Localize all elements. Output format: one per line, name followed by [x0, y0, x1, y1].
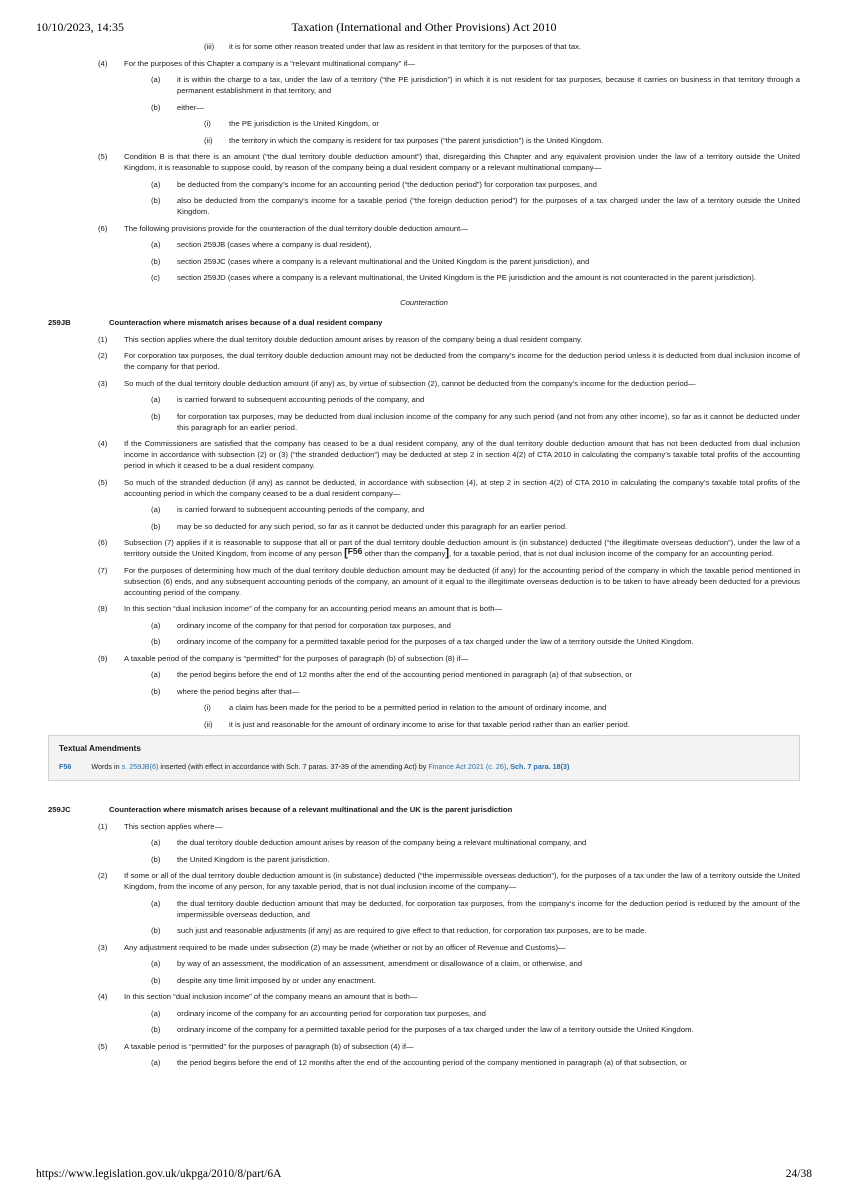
subsection	[0, 350, 848, 372]
item-number: (iii)	[204, 42, 215, 51]
paragraph-text: ordinary income of the company for an accounting period for corporation tax purposes, and	[177, 1008, 486, 1018]
subsection-number: (9)	[98, 653, 108, 663]
paragraph-number: (a)	[151, 75, 161, 84]
subsection-number: (6)	[98, 223, 108, 233]
paragraph	[0, 394, 848, 405]
text-before-insertion: Subsection (7) applies if it is reasonable to suppose that all or part of the dual territory double deduction amount is (in substance) deducted (“the illegitimate overseas deduction”), under the law of a territory outside the United Kingdom, from income of any person	[124, 538, 800, 558]
page-url: https://www.legislation.gov.uk/ukpga/2010/8/part/6A	[36, 1168, 282, 1180]
subsection	[0, 603, 848, 614]
page-number: 24/38	[785, 1168, 812, 1180]
paragraph	[0, 256, 848, 267]
paragraph-number: (a)	[151, 1008, 161, 1018]
paragraph-number: (a)	[151, 1058, 161, 1067]
paragraph-text: ordinary income of the company for that period for corporation tax purposes, and	[177, 620, 451, 630]
paragraph-number: (b)	[151, 637, 161, 646]
subsection-text: A taxable period of the company is “permitted” for the purposes of paragraph (b) of subsection (8) if—	[124, 653, 469, 663]
paragraph-text: the dual territory double deduction amount that may be deducted, for corporation tax purposes, from the company’s income for the deduction period is reduced by the amount of the impermissible overseas deduction, and	[177, 898, 800, 919]
subsection-number: (8)	[98, 604, 108, 613]
paragraph-number: (a)	[151, 395, 161, 404]
subsection-number: (5)	[98, 152, 108, 161]
paragraph-text: it is within the charge to a tax, under the law of a territory (“the PE jurisdiction”) in which it is not resident for tax purposes, because it carries on business in that territory through a permanent establishment in that territory, and	[177, 75, 800, 95]
paragraph-text: also be deducted from the company’s income for a taxable period (“the foreign deduction period”) for the purposes of a tax charged under the law of a territory outside the United Kingdom.	[177, 196, 800, 216]
paragraph-text: by way of an assessment, the modification of an assessment, amendment or disallowance of a claim, or otherwise, and	[177, 959, 583, 968]
paragraph	[0, 521, 848, 532]
subsection-text: A taxable period is “permitted” for the purposes of paragraph (b) of subsection (4) if—	[124, 1041, 414, 1051]
subsection	[0, 223, 848, 234]
subsection-number: (3)	[98, 378, 108, 388]
section-heading-259jb	[0, 317, 848, 328]
finance-act-link[interactable]: Finance Act 2021 (c. 26)	[428, 762, 507, 771]
subsection-text	[124, 537, 800, 559]
subsection-text: This section applies where the dual territory double deduction amount arises by reason of the company being a dual resident company.	[124, 334, 583, 344]
textual-amendments-box	[48, 735, 800, 781]
provision-item	[0, 41, 848, 52]
paragraph	[0, 975, 848, 986]
item-number: (ii)	[204, 719, 213, 729]
amendment-text-part: ,	[506, 762, 511, 771]
paragraph-text: is carried forward to subsequent accounting periods of the company, and	[177, 505, 425, 514]
paragraph-number: (a)	[151, 670, 161, 679]
paragraph-number: (a)	[151, 240, 161, 249]
amendment-text	[91, 762, 569, 771]
section-link[interactable]: s. 259JB(6)	[121, 762, 159, 771]
paragraph-text: the period begins before the end of 12 months after the end of the accounting period of the company mentioned in paragraph (a) of that subsection, or	[177, 1058, 687, 1067]
paragraph	[0, 272, 848, 283]
subsection	[0, 870, 848, 892]
paragraph-number: (a)	[151, 179, 161, 189]
print-datetime: 10/10/2023, 14:35	[36, 20, 125, 34]
paragraph	[0, 898, 848, 920]
subsection-text: For the purposes of determining how much of the dual territory double deduction amount may be deducted (if any) for the accounting period of the company in which the taxable period mentioned in subsection (6) ends, and any subsequent accounting periods of the company, an amount of it equal to the illegitimate overseas deduction is to be taken to have already been deducted for a previous accounting period of the company.	[124, 565, 800, 597]
item-text: the PE jurisdiction is the United Kingdom, or	[229, 119, 379, 128]
paragraph-text: ordinary income of the company for a permitted taxable period for the purposes of a tax charged under the law of a territory outside the United Kingdom.	[177, 637, 694, 646]
paragraph-number: (c)	[151, 273, 160, 282]
paragraph-text: for corporation tax purposes, may be deducted from dual inclusion income of the company for any such period (and not from any other income), so far as it cannot be deducted under this paragraph for an earlier period.	[177, 411, 800, 432]
paragraph-number: (b)	[151, 975, 161, 985]
paragraph-number: (b)	[151, 411, 161, 421]
subsection-number: (3)	[98, 942, 108, 952]
paragraph-text: be deducted from the company’s income for an accounting period (“the deduction period”) for corporation tax purposes, and	[177, 179, 597, 189]
paragraph-text: where the period begins after that—	[177, 686, 300, 696]
section-spacer	[0, 781, 848, 795]
item-text: it is for some other reason treated under that law as resident in that territory for the purposes of that tax.	[229, 42, 582, 51]
subsection	[0, 378, 848, 389]
provision-item	[0, 135, 848, 146]
paragraph-text: the period begins before the end of 12 months after the end of the accounting period mentioned in paragraph (a) of that subsection, or	[177, 670, 633, 679]
subsection	[0, 565, 848, 598]
paragraph-number: (b)	[151, 196, 161, 205]
subsection-text: So much of the stranded deduction (if any) as cannot be deducted, in accordance with subsection (4), at step 2 in section 4(2) of CTA 2010 in calculating the company’s taxable total profits of the accounting period in which the company ceased to be a dual resident company—	[124, 477, 800, 498]
paragraph	[0, 195, 848, 217]
document-body	[0, 41, 848, 1068]
paragraph-number: (a)	[151, 838, 161, 847]
paragraph-text: is carried forward to subsequent accounting periods of the company, and	[177, 395, 425, 404]
amendments-title: Textual Amendments	[59, 744, 141, 753]
paragraph-text: ordinary income of the company for a permitted taxable period for the purposes of a tax charged under the law of a territory outside the United Kingdom.	[177, 1025, 694, 1034]
paragraph	[0, 669, 848, 680]
subsection	[0, 991, 848, 1002]
paragraph	[0, 620, 848, 631]
subsection-number: (5)	[98, 477, 108, 487]
paragraph-text: section 259JC (cases where a company is a relevant multinational and the United Kingdom is the parent jurisdiction), and	[177, 256, 590, 266]
paragraph-number: (b)	[151, 926, 161, 935]
paragraph	[0, 102, 848, 113]
paragraph	[0, 179, 848, 190]
amendment-text-part: inserted (with effect in accordance with Sch. 7 paras. 37-39 of the amending Act) by	[158, 762, 429, 771]
paragraph-number: (b)	[151, 854, 161, 864]
section-title: Counteraction where mismatch arises because of a dual resident company	[109, 318, 383, 327]
paragraph	[0, 854, 848, 865]
paragraph-number: (b)	[151, 521, 161, 531]
subsection-number: (4)	[98, 992, 108, 1001]
subsection-text: The following provisions provide for the counteraction of the dual territory double deduction amount—	[124, 223, 469, 233]
subsection	[0, 537, 848, 559]
subsection-number: (7)	[98, 565, 108, 575]
footnote-ref-f56[interactable]: F56	[347, 546, 363, 556]
item-number: (i)	[204, 703, 211, 712]
paragraph-text: either—	[177, 102, 204, 112]
paragraph	[0, 74, 848, 96]
subsection-text: For the purposes of this Chapter a company is a “relevant multinational company” if—	[124, 58, 415, 68]
paragraph-text: section 259JB (cases where a company is dual resident),	[177, 240, 372, 249]
subsection-text: In this section “dual inclusion income” of the company for an accounting period means an amount that is both—	[124, 604, 503, 613]
subsection	[0, 821, 848, 832]
crossheading: Counteraction	[400, 298, 448, 307]
text-after-insertion: , for a taxable period, that is not dual inclusion income of the company for an accounting period.	[448, 549, 774, 558]
subsection	[0, 151, 848, 173]
subsection-number: (4)	[98, 58, 108, 68]
paragraph	[0, 411, 848, 433]
paragraph-number: (b)	[151, 1025, 161, 1034]
subsection	[0, 438, 848, 471]
subsection	[0, 58, 848, 69]
paragraph	[0, 925, 848, 936]
paragraph-text: the United Kingdom is the parent jurisdiction.	[177, 854, 330, 864]
paragraph-text: may be so deducted for any such period, so far as it cannot be deducted under this paragraph for an earlier period.	[177, 521, 568, 531]
paragraph-text: despite any time limit imposed by or under any enactment.	[177, 975, 376, 985]
paragraph	[0, 958, 848, 969]
paragraph-number: (a)	[151, 959, 161, 968]
paragraph	[0, 504, 848, 515]
paragraph-text: such just and reasonable adjustments (if any) as are required to give effect to that reduction, for corporation tax purposes, are to be made.	[177, 926, 647, 935]
subsection-text: Any adjustment required to be made under subsection (2) may be made (whether or not by an officer of Revenue and Customs)—	[124, 942, 566, 952]
paragraph-number: (b)	[151, 102, 161, 112]
section-title: Counteraction where mismatch arises because of a relevant multinational and the UK is the parent jurisdiction	[109, 805, 513, 814]
subsection-text: If the Commissioners are satisfied that the company has ceased to be a dual resident company, any of the dual territory double deduction amount that has not been deducted from dual inclusion income in accordance with subsection (2) or (3) (“the stranded deduction”) may be deducted at step 2 in section 4(2) of CTA 2010 in calculating the company’s taxable total profits of the accounting period in which it ceased to be a dual resident company.	[124, 439, 800, 470]
subsection	[0, 1041, 848, 1052]
subsection-number: (2)	[98, 351, 108, 360]
subsection-text: Condition B is that there is an amount (“the dual territory double deduction amount”) that, disregarding this Chapter and any equivalent provision under the law of a territory outside the United Kingdom, it is reasonable to suppose could, by reason of the company being a dual resident company or a relevant multinational company—	[124, 152, 800, 172]
paragraph	[0, 686, 848, 697]
paragraph-number: (a)	[151, 898, 161, 908]
paragraph	[0, 1024, 848, 1035]
subsection-number: (4)	[98, 439, 108, 448]
item-number: (ii)	[204, 135, 213, 145]
section-heading-259jc	[0, 804, 848, 815]
item-number: (i)	[204, 119, 211, 128]
amendment-entry	[59, 761, 789, 772]
subsection-number: (5)	[98, 1041, 108, 1051]
insertion-open-bracket: [	[344, 547, 348, 559]
subsection	[0, 334, 848, 345]
document-title: Taxation (International and Other Provisions) Act 2010	[291, 20, 557, 34]
item-text: the territory in which the company is resident for tax purposes (“the parent jurisdiction”) is the United Kingdom.	[229, 135, 604, 145]
inserted-words: other than the company	[362, 549, 446, 558]
paragraph	[0, 1008, 848, 1019]
paragraph-number: (a)	[151, 620, 161, 630]
paragraph-number: (b)	[151, 256, 161, 266]
paragraph	[0, 1057, 848, 1068]
item-text: a claim has been made for the period to be a permitted period in relation to the amount of ordinary income, and	[229, 703, 607, 712]
insertion-close-bracket: ]	[445, 547, 449, 559]
subsection-text: This section applies where—	[124, 821, 223, 831]
schedule-link[interactable]: Sch. 7 para. 18(3)	[510, 762, 570, 771]
subsection-number: (2)	[98, 871, 108, 880]
amendment-ref-f56[interactable]: F56	[59, 762, 72, 771]
paragraph-number: (b)	[151, 686, 161, 696]
paragraph	[0, 636, 848, 647]
paragraph-text: section 259JD (cases where a company is a relevant multinational, the United Kingdom is the PE jurisdiction and the amount is not counteracted in the parent jurisdiction).	[177, 273, 757, 282]
paragraph-number: (a)	[151, 505, 161, 514]
amendment-text-part: Words in	[91, 762, 122, 771]
paragraph	[0, 239, 848, 250]
subsection-number: (1)	[98, 334, 108, 344]
subsection-text: If some or all of the dual territory double deduction amount is (in substance) deducted (“the impermissible overseas deduction”), for the purposes of a tax under the law of a territory outside the United Kingdom, from the income of any person, for any taxable period, that is not dual inclusion income of the company—	[124, 871, 800, 891]
paragraph	[0, 837, 848, 848]
paragraph-text: the dual territory double deduction amount arises by reason of the company being a relevant multinational company, and	[177, 838, 587, 847]
subsection	[0, 477, 848, 499]
subsection-text: In this section “dual inclusion income” of the company means an amount that is both—	[124, 992, 418, 1001]
provision-item	[0, 118, 848, 129]
provision-item	[0, 719, 848, 730]
section-number: 259JB	[48, 318, 71, 327]
subsection	[0, 942, 848, 953]
subsection-text: For corporation tax purposes, the dual territory double deduction amount may not be deducted from the company’s income for the deduction period unless it is deducted from dual inclusion income of the company for that period.	[124, 351, 800, 371]
subsection	[0, 653, 848, 664]
subsection-number: (6)	[98, 538, 108, 547]
subsection-number: (1)	[98, 821, 108, 831]
section-number: 259JC	[48, 805, 71, 814]
provision-item	[0, 702, 848, 713]
subsection-text: So much of the dual territory double deduction amount (if any) as, by virtue of subsection (2), cannot be deducted from the company’s income for the deduction period—	[124, 378, 696, 388]
item-text: it is just and reasonable for the amount of ordinary income to arise for that taxable period rather than an earlier period.	[229, 719, 630, 729]
